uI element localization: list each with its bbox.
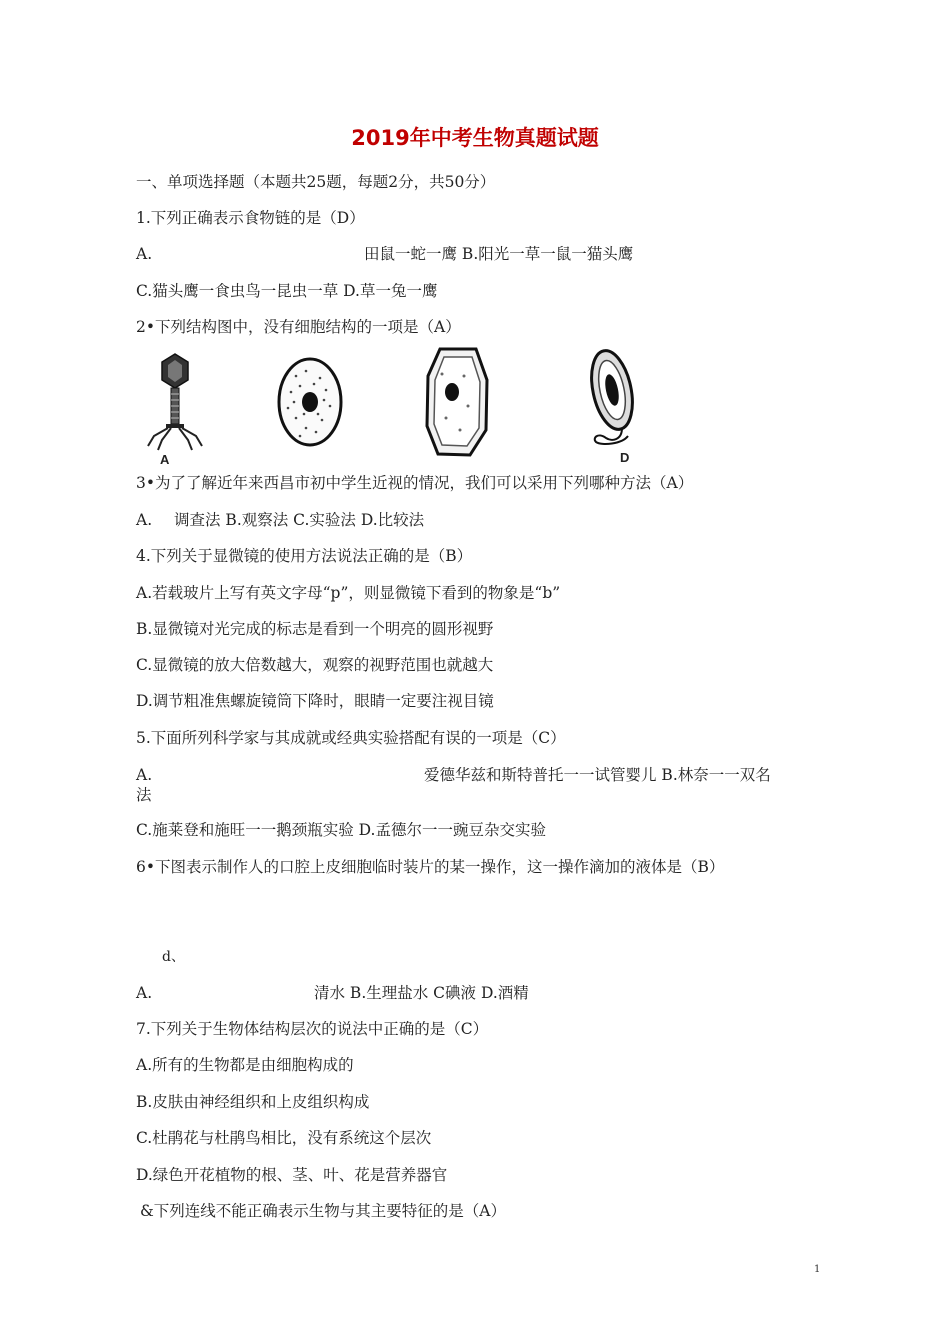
page-title: 2019年中考生物真题试题 (351, 126, 599, 150)
q7-option-d: D.绿色开花植物的根、茎、叶、花是营养器官 (136, 1166, 448, 1184)
q6-stem: 6•下图表示制作人的口腔上皮细胞临时装片的某一操作，这一操作滴加的液体是（B） (136, 858, 725, 876)
section-heading: 一、单项选择题（本题共25题，每题2分，共50分） (136, 173, 496, 191)
q3-stem: 3•为了了解近年来西昌市初中学生近视的情况，我们可以采用下列哪种方法（A） (136, 474, 694, 492)
plant-cell-figure-c (424, 346, 490, 458)
q2-stem: 2•下列结构图中，没有细胞结构的一项是（A） (136, 318, 461, 336)
q5-option-b-wrap: 法 (136, 786, 152, 804)
q4-option-b: B.显微镜对光完成的标志是看到一个明亮的圆形视野 (136, 620, 494, 638)
q6-figure-residue: d、 (162, 949, 185, 965)
q4-option-c: C.显微镜的放大倍数越大，观察的视野范围也就越大 (136, 656, 494, 674)
q7-option-b: B.皮肤由神经组织和上皮组织构成 (136, 1093, 370, 1111)
q8-stem: &下列连线不能正确表示生物与其主要特征的是（A） (140, 1202, 506, 1220)
q1-stem: 1.下列正确表示食物链的是（D） (136, 209, 365, 227)
q7-option-c: C.杜鹃花与杜鹃鸟相比，没有系统这个层次 (136, 1129, 432, 1147)
q1-option-a-label: A. (136, 245, 153, 263)
q4-stem: 4.下列关于显微镜的使用方法说法正确的是（B） (136, 547, 473, 565)
q7-stem: 7.下列关于生物体结构层次的说法中正确的是（C） (136, 1020, 489, 1038)
q6-option-a-label: A. (136, 984, 153, 1002)
figure-label-a: A (160, 452, 170, 467)
q4-option-a: A.若载玻片上写有英文字母“p”，则显微镜下看到的物象是“b” (136, 584, 561, 602)
q5-options-cd: C.施莱登和施旺一一鹅颈瓶实验 D.孟德尔一一豌豆杂交实验 (136, 821, 546, 839)
figure-label-d: D (620, 450, 630, 465)
q5-options-ab: 爱德华兹和斯特普托一一试管婴儿 B.林奈一一双名 (424, 766, 771, 784)
q7-option-a: A.所有的生物都是由细胞构成的 (136, 1056, 354, 1074)
q3-options: 调查法 B.观察法 C.实验法 D.比较法 (174, 511, 425, 529)
bacterium-figure-d (582, 346, 652, 464)
q1-options-ab: 田鼠一蛇一鹰 B.阳光一草一鼠一猫头鹰 (364, 245, 634, 263)
q1-options-cd: C.猫头鹰一食虫鸟一昆虫一草 D.草一兔一鹰 (136, 282, 438, 300)
q6-options: 清水 B.生理盐水 C碘液 D.酒精 (314, 984, 529, 1002)
virus-figure-a (140, 350, 210, 468)
q3-option-a-label: A. (136, 511, 153, 529)
cell-figure-b (276, 356, 344, 448)
page-number: 1 (814, 1264, 821, 1275)
q5-stem: 5.下面所列科学家与其成就或经典实验搭配有误的一项是（C） (136, 729, 566, 747)
q5-option-a-label: A. (136, 766, 153, 784)
q4-option-d: D.调节粗准焦螺旋镜筒下降时，眼睛一定要注视目镜 (136, 692, 494, 710)
